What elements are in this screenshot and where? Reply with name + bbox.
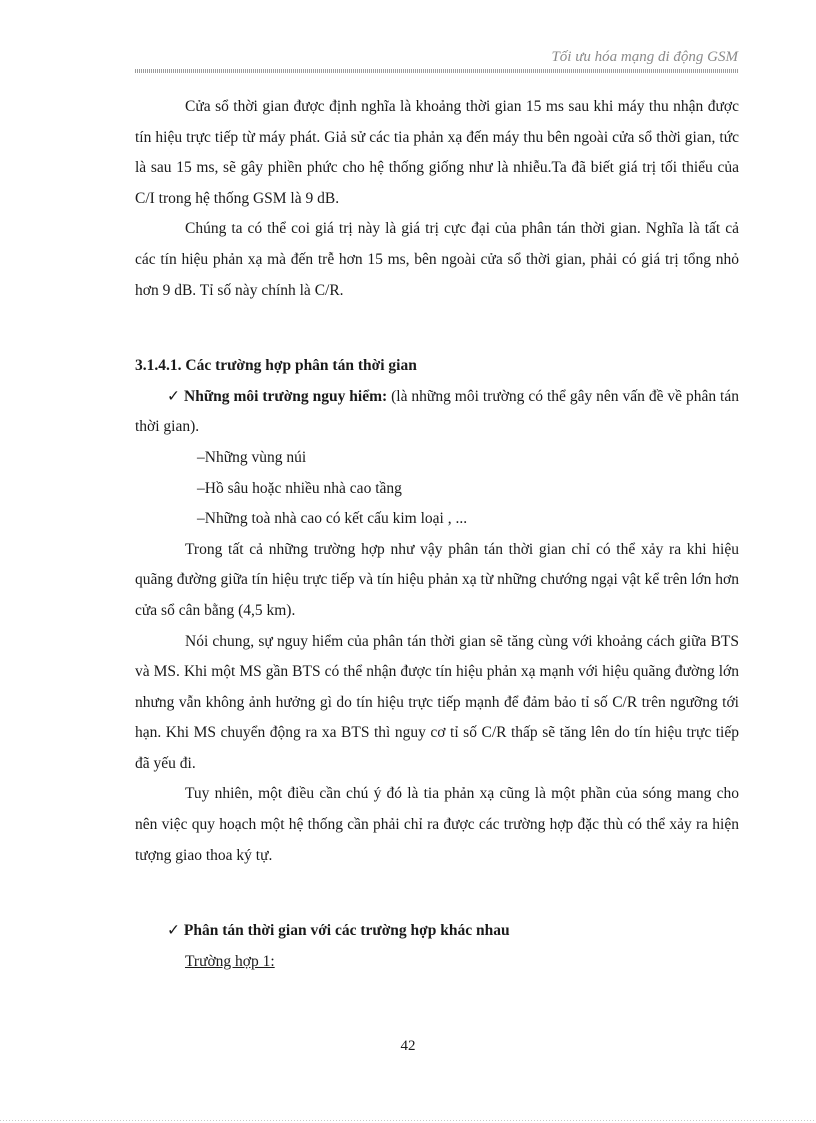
dangerous-environments-text: (là những môi trường có thể gây nên vấn đề về phân tán thời gian). [135, 387, 739, 436]
paragraph-distance-risk: Nói chung, sự nguy hiểm của phân tán thời gian sẽ tăng cùng với khoảng cách giữa BTS và MS. Khi một MS gần BTS có thể nhận được tín hiệu phản xạ mạnh với hiệu quãng đường lớn nhưng vẫn không ảnh hưởng gì do tín hiệu trực tiếp mạnh để đảm bảo tỉ số C/R trên ngưỡng tới hạn. Khi MS chuyển động ra xa BTS thì nguy cơ tỉ số C/R thấp sẽ tăng lên do tín hiệu trực tiếp đã yếu đi. [135, 632, 739, 772]
list-item-lakes: –Hồ sâu hoặc nhiều nhà cao tầng [197, 479, 402, 497]
dangerous-environments-label: Những môi trường nguy hiểm: [184, 387, 388, 405]
sub-heading-text: Phân tán thời gian với các trường hợp khác nhau [183, 922, 510, 940]
header-rule [135, 69, 739, 73]
page-number: 42 [400, 1038, 416, 1054]
dangerous-environments-item [135, 382, 739, 443]
checkmark-icon: ✓ [167, 387, 181, 405]
paragraph-max-dispersion: Chúng ta có thể coi giá trị này là giá trị cực đại của phân tán thời gian. Nghĩa là tất cả các tín hiệu phản xạ mà đến trễ hơn 15 ms, bên ngoài cửa sổ thời gian, phải có giá trị tổng nhỏ hơn 9 dB. Tỉ số này chính là C/R. [135, 220, 739, 299]
paragraph-dispersion-condition: Trong tất cả những trường hợp như vậy phân tán thời gian chỉ có thể xảy ra khi hiệu quãng đường giữa tín hiệu trực tiếp và tín hiệu phản xạ từ những chướng ngại vật kể trên lớn hơn cửa sổ cân bằng (4,5 km). [135, 540, 739, 619]
paragraph-time-window: Cửa sổ thời gian được định nghĩa là khoảng thời gian 15 ms sau khi máy thu nhận được tín hiệu trực tiếp từ máy phát. Giả sử các tia phản xạ đến máy thu bên ngoài cửa sổ thời gian, tức là sau 15 ms, sẽ gây phiền phức cho hệ thống giống như là nhiễu.Ta đã biết giá trị tối thiểu của C/I trong hệ thống GSM là 9 dB. [135, 98, 739, 207]
paragraph-reflection-note: Tuy nhiên, một điều cần chú ý đó là tia phản xạ cũng là một phần của sóng mang cho nên việc quy hoạch một hệ thống cần phải chỉ ra được các trường hợp đặc thù có thể xảy ra hiện tượng giao thoa ký tự. [135, 785, 739, 864]
checkmark-icon: ✓ [167, 922, 180, 940]
section-heading: 3.1.4.1. Các trường hợp phân tán thời gian [135, 357, 417, 375]
bottom-rule [0, 1120, 816, 1121]
page-content [135, 92, 739, 977]
running-header-title: Tối ưu hóa mạng di động GSM [551, 49, 738, 65]
list-item-metal-buildings: –Những toà nhà cao có kết cấu kim loại , ... [197, 510, 468, 528]
list-item-mountains: –Những vùng núi [197, 448, 307, 466]
case-label: Trường hợp 1: [185, 952, 275, 970]
sub-heading [167, 916, 739, 947]
